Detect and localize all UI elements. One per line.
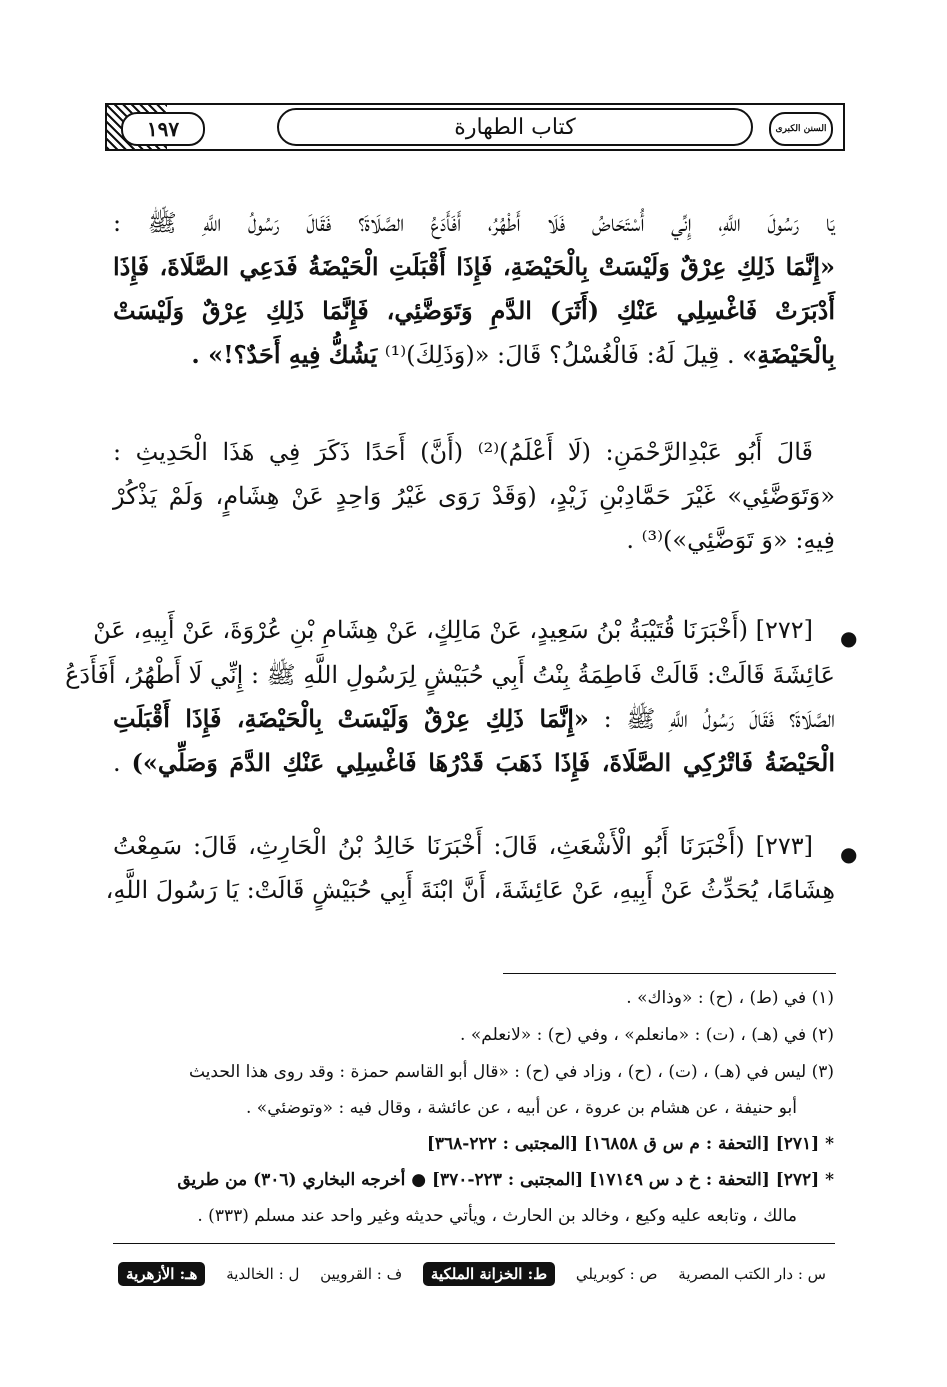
legend-item: ف : القرويين: [320, 1265, 403, 1283]
text-segment: [٢٧٣] (أَخْبَرَنَا أَبُو الْأَشْعَثِ، قَالَ: أَخْبَرَنَا خَالِدُ بْنُ الْحَارِثِ، قَالَ: سَمِعْتُ: [113, 832, 813, 860]
text-segment: يَا رَسُولَ اللَّهِ، إِنِّي أُسْتَحَاضُ فَلَا أَطْهُرُ، أَفَأَدَعُ الصَّلَاةَ؟ فَقَالَ رَسُولُ اللَّهِ ﷺ :: [113, 209, 835, 237]
text-segment: عَائِشَةَ قَالَتْ: قَالَتْ فَاطِمَةُ بِنْتُ أَبِي حُبَيْشٍ لِرَسُولِ اللَّهِ ﷺ : إِنِّي لَا أَطْهُرُ، أَفَأَدَعُ: [65, 661, 835, 689]
chapter-title: [277, 108, 753, 146]
footnote: أبو حنيفة ، عن هشام بن عروة ، عن أبيه ، عن عائشة ، وقال فيه : «وتوضئي» .: [246, 1098, 797, 1118]
text-line: [113, 252, 835, 281]
text-line: [113, 704, 835, 739]
footnote: * [٢٧٢] [التحفة : خ د س ١٧١٤٩] [المجتبى : ٢٢٣-٣٧٠] ● أخرجه البخاري (٣٠٦) من طريق: [177, 1170, 834, 1190]
footnote: (١) في (ط) ، (ح) : «وذاك» .: [626, 988, 834, 1008]
text-segment: قَالَ أَبُو عَبْدِالرَّحْمَنِ: (لَا أَعْلَمُ)⁽²⁾ (أَنَّ) أَحَدًا ذَكَرَ فِي هَذَا الْحَدِيثِ :: [113, 438, 813, 466]
bold-hadith-text: «إِنَّمَا ذَلِكِ عِرْقٌ وَلَيْسَتْ بِالْحَيْضَةِ، فَإِذَا أَقْبَلَتِ: [113, 704, 589, 733]
footnote: (٣) ليس في (هـ) ، (ت) ، (ح) ، وزاد في (ح) : «قال أبو القاسم حمزة : وقد روى هذا الحديث: [188, 1062, 834, 1082]
text-line: [113, 482, 835, 510]
text-line: [93, 616, 813, 644]
legend-item: س : دار الكتب المصرية: [678, 1265, 826, 1283]
text-segment: .: [113, 749, 132, 777]
bold-hadith-text: «إِنَّمَا ذَلِكِ عِرْقٌ وَلَيْسَتْ بِالْحَيْضَةِ، فَإِذَا أَقْبَلَتِ الْحَيْضَةُ فَدَعِي الصَّلَاةَ، فَإِذَا: [113, 252, 836, 281]
footnote: * [٢٧١] [التحفة : م س ق ١٦٨٥٨] [المجتبى : ٢٢٢-٣٦٨]: [426, 1134, 834, 1154]
text-segment: [٢٧٢] (أَخْبَرَنَا قُتَيْبَةُ بْنُ سَعِيدٍ، عَنْ مَالِكٍ، عَنْ هِشَامِ بْنِ عُرْوَةَ، عَنْ أَبِيهِ، عَنْ: [93, 616, 813, 644]
legend-item: ط: الخزانة الملكية: [423, 1262, 555, 1286]
bullet-icon: ●: [840, 842, 858, 866]
legend-item: هـ: الأزهرية: [118, 1262, 205, 1286]
text-segment: هِشَامًا، يُحَدِّثُ عَنْ أَبِيهِ، عَنْ عَائِشَةَ، أَنَّ ابْنَةَ أَبِي حُبَيْشٍ قَالَتْ: يَا رَسُولَ اللَّهِ،: [105, 876, 835, 904]
chapter-title-text: كتاب الطهارة: [454, 114, 576, 140]
footnote: (٢) في (هـ) ، (ت) : «مانعلم» ، وفي (ح) : «لانعلم» .: [460, 1025, 834, 1045]
text-line: [113, 832, 813, 860]
text-segment: «وَتَوَضَّئِي» غَيْرَ حَمَّادِبْنِ زَيْدٍ، (وَقَدْ رَوَى غَيْرُ وَاحِدٍ عَنْ هِشَامٍ، وَلَمْ يَذْكُرْ: [113, 482, 835, 510]
book-logo: السنن الكبرى: [769, 112, 833, 146]
legend-item: ص : كوبريلي: [575, 1265, 658, 1283]
page-header: [105, 103, 845, 151]
legend-item: ل : الخالدية: [226, 1265, 300, 1283]
footnote: مالك ، وتابعه عليه وكيع ، وخالد بن الحارث ، ويأتي حديثه وغير واحد عند مسلم (٣٣٣) .: [197, 1206, 797, 1226]
text-line: [65, 660, 835, 695]
bold-hadith-text: يَشُكُّ فِيهِ أَحَدٌ؟!» .: [191, 340, 378, 369]
bullet-icon: ●: [840, 626, 858, 650]
text-line: [105, 876, 835, 904]
bold-hadith-text: الْحَيْضَةُ فَاتْرُكِي الصَّلَاةَ، فَإِذَا ذَهَبَ قَدْرُهَا فَاغْسِلِي عَنْكِ الدَّمَ وَصَلِّي»): [131, 748, 835, 777]
text-segment: فِيهِ: «وَ تَوَضَّئِي»)⁽³⁾ .: [626, 526, 835, 554]
bold-hadith-text: أَدْبَرَتْ فَاغْسِلِي عَنْكِ (أَثَرَ) الدَّمِ وَتَوَضَّئِي، فَإِنَّمَا ذَلِكِ عِرْقٌ وَلَيْسَتْ: [113, 296, 835, 325]
text-line: [113, 208, 835, 243]
text-line: [113, 526, 835, 554]
manuscript-legend: [118, 1262, 826, 1286]
text-line: [113, 296, 835, 325]
page-number: ١٩٧: [121, 112, 205, 146]
bold-hadith-text: بِالْحَيْضَةِ»: [742, 340, 835, 369]
text-line: [113, 748, 835, 777]
text-line: [113, 438, 813, 466]
text-segment: . قِيلَ لَهُ: فَالْغُسْلُ؟ قَالَ: «(وَذَلِكَ)⁽¹⁾: [377, 341, 743, 369]
bottom-divider: [113, 1243, 835, 1244]
text-segment: الصَّلَاةَ؟ فَقَالَ رَسُولُ اللَّهِ ﷺ :: [588, 705, 835, 733]
text-line: [113, 340, 835, 369]
footnote-divider: [503, 973, 836, 974]
